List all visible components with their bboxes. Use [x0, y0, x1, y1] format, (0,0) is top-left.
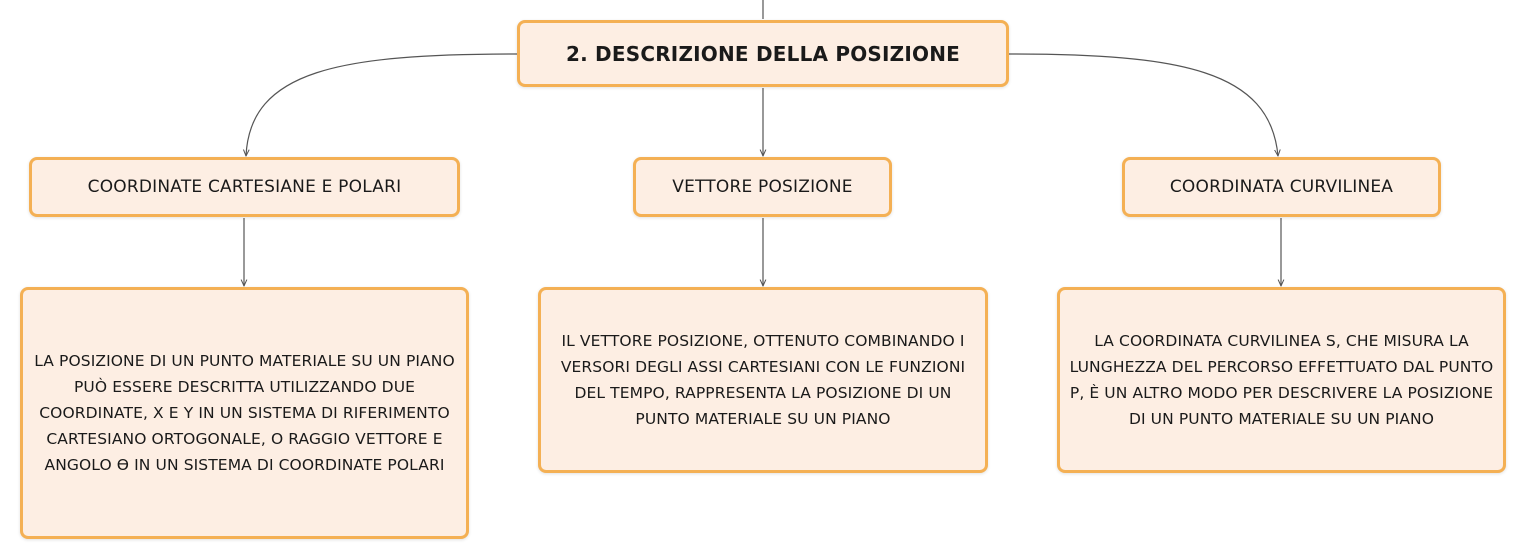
- detail-node-text: LA COORDINATA CURVILINEA S, CHE MISURA LA LUNGHEZZA DEL PERCORSO EFFETTUATO DAL PUNTO P, È UN ALTRO MODO PER DESCRIVERE LA POSIZIONE DI UN PUNTO MATERIALE SU UN PIANO: [1069, 332, 1494, 428]
- root-node[interactable]: [517, 20, 1009, 87]
- detail-node-text: IL VETTORE POSIZIONE, OTTENUTO COMBINANDO I VERSORI DEGLI ASSI CARTESIANI CON LE FUNZIONI DEL TEMPO, RAPPRESENTA LA POSIZIONE DI UN PUNTO MATERIALE SU UN PIANO: [560, 332, 966, 428]
- root-node-label: 2. DESCRIZIONE DELLA POSIZIONE: [565, 41, 961, 66]
- detail-node-cartesian-polar[interactable]: [20, 287, 469, 539]
- detail-node-text: LA POSIZIONE DI UN PUNTO MATERIALE SU UN PIANO PUÒ ESSERE DESCRITTA UTILIZZANDO DUE COORDINATE, X E Y IN UN SISTEMA DI RIFERIMENTO CARTESIANO ORTOGONALE, O RAGGIO VETTORE E ANGOLO ϴ IN UN SISTEMA DI COORDINATE POLARI: [34, 352, 455, 474]
- branch-node-position-vector[interactable]: [633, 157, 892, 217]
- branch-node-label: COORDINATA CURVILINEA: [1169, 177, 1394, 197]
- branch-node-cartesian-polar[interactable]: [29, 157, 460, 217]
- branch-node-label: VETTORE POSIZIONE: [672, 177, 853, 197]
- connector-root-to-curvilinea: [1009, 54, 1278, 156]
- detail-node-position-vector[interactable]: [538, 287, 988, 473]
- branch-node-curvilinear[interactable]: [1122, 157, 1441, 217]
- connector-root-to-cartesian: [246, 54, 517, 156]
- detail-node-curvilinear[interactable]: [1057, 287, 1506, 473]
- branch-node-label: COORDINATE CARTESIANE E POLARI: [87, 177, 402, 197]
